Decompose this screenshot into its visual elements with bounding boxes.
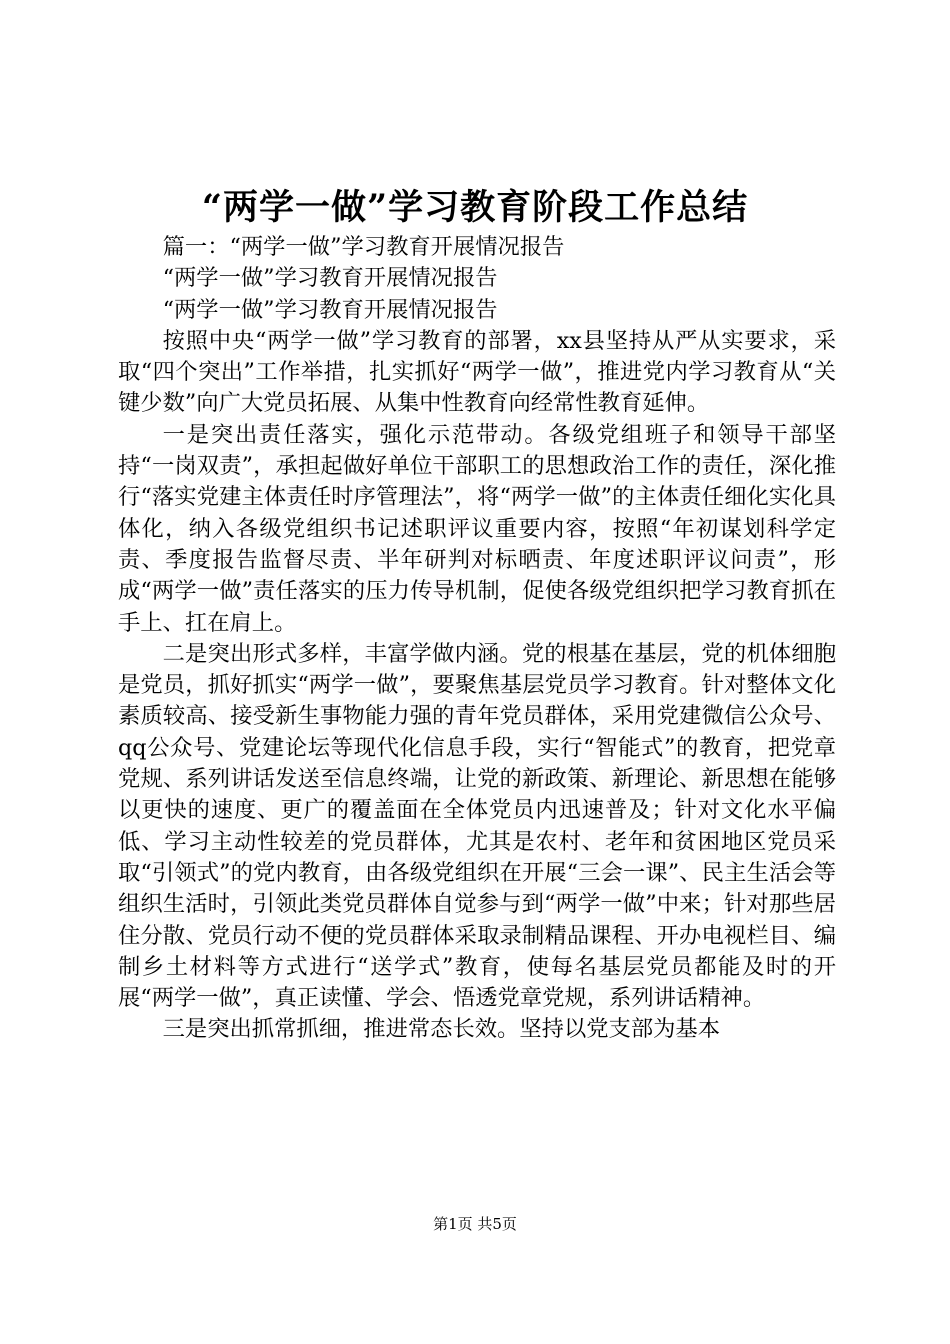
- body-paragraph: 一是突出责任落实，强化示范带动。各级党组班子和领导干部坚持“一岗双责”，承担起做好单位干部职工的思想政治工作的责任，深化推行“落实党建主体责任时序管理法”，将“两学一做”的主体责任细化实化具体化，纳入各级党组织书记述职评议重要内容，按照“年初谋划科学定责、季度报告监督尽责、半年研判对标晒责、年度述职评议问责”，形成“两学一做”责任落实的压力传导机制，促使各级党组织把学习教育抓在手上、扛在肩上。: [118, 421, 836, 636]
- document-title: “两学一做”学习教育阶段工作总结: [201, 187, 749, 228]
- subtitle-line: 篇一：“两学一做”学习教育开展情况报告: [162, 234, 565, 260]
- body-paragraph: 二是突出形式多样，丰富学做内涵。党的根基在基层，党的机体细胞是党员，抓好抓实“两学一做”，要聚焦基层党员学习教育。针对整体文化素质较高、接受新生事物能力强的青年党员群体，采用党建微信公众号、qq公众号、党建论坛等现代化信息手段，实行“智能式”的教育，把党章党规、系列讲话发送至信息终端，让党的新政策、新理论、新思想在能够以更快的速度、更广的覆盖面在全体党员内迅速普及；针对文化水平偏低、学习主动性较差的党员群体，尤其是农村、老年和贫困地区党员采取“引领式”的党内教育，由各级党组织在开展“三会一课”、民主生活会等组织生活时，引领此类党员群体自觉参与到“两学一做”中来；针对那些居住分散、党员行动不便的党员群体采取录制精品课程、开办电视栏目、编制乡土材料等方式进行“送学式”教育，使每名基层党员都能及时的开展“两学一做”，真正读懂、学会、悟透党章党规，系列讲话精神。: [118, 640, 836, 1012]
- body-paragraph: 三是突出抓常抓细，推进常态长效。坚持以党支部为基本: [162, 1016, 721, 1043]
- report-title-line: “两学一做”学习教育开展情况报告: [162, 265, 498, 292]
- document-body: [118, 232, 836, 1046]
- page-number-footer: 第1页 共5页: [433, 1215, 517, 1233]
- body-paragraph: 按照中央“两学一做”学习教育的部署，xx县坚持从严从实要求，采取“四个突出”工作举措，扎实抓好“两学一做”，推进党内学习教育从“关键少数”向广大党员拓展、从集中性教育向经常性教育延伸。: [118, 327, 836, 417]
- report-title-line: “两学一做”学习教育开展情况报告: [162, 296, 498, 323]
